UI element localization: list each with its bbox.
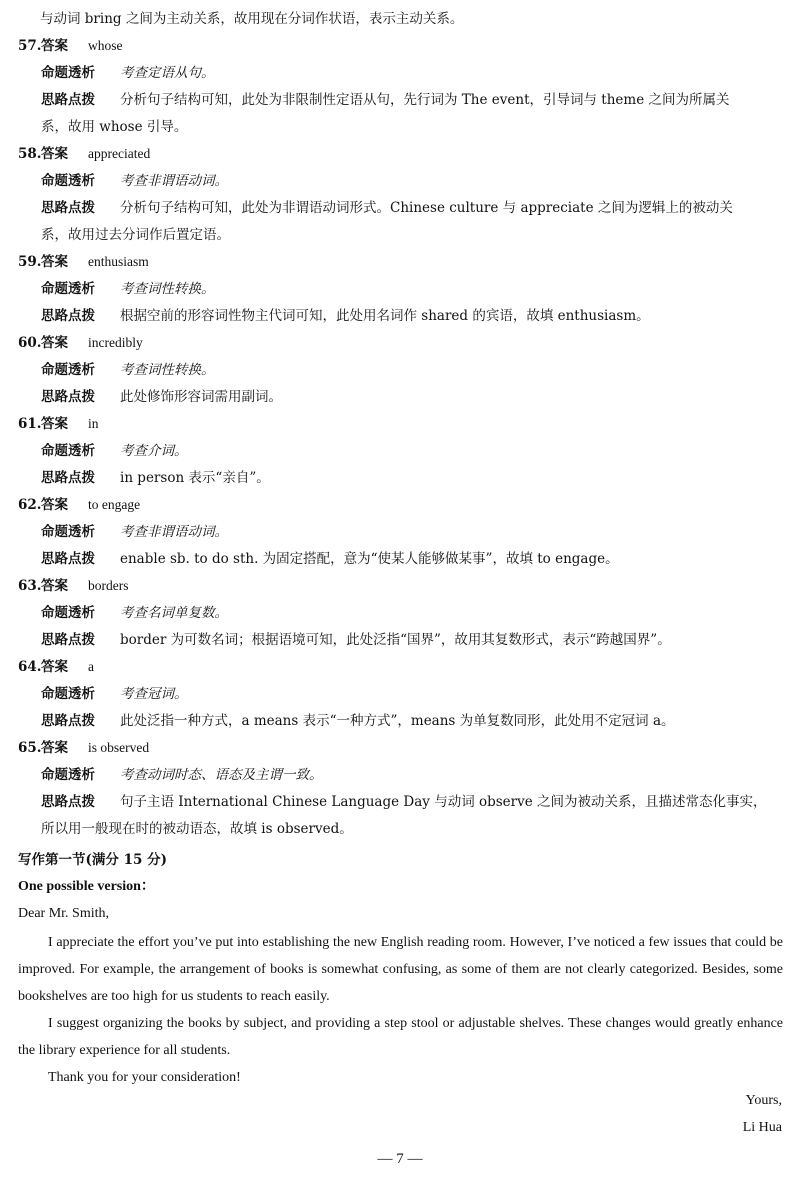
question-number: 57. [18,38,42,54]
hint-text: enable sb. to do sth. 为固定搭配，意为“使某人能够做某事”，故填 to engage。 [120,551,619,567]
answer-value: in [88,416,99,431]
analysis-label: 命题透析 [41,362,95,378]
analysis-label: 命题透析 [41,443,95,459]
analysis-text: 考查名词单复数。 [120,605,228,621]
analysis-text: 考查非谓语动词。 [120,524,228,540]
answer-label: 答案 [41,497,68,513]
question-number: 64. [18,659,42,675]
hint-text-continued: 系，故用过去分词作后置定语。 [41,227,230,243]
hint-label: 思路点拨 [41,713,95,729]
question-number: 61. [18,416,42,432]
hint-label: 思路点拨 [41,794,95,810]
analysis-label: 命题透析 [41,686,95,702]
question-number: 63. [18,578,42,594]
letter-signature: Li Hua [742,1120,782,1135]
answer-value: to engage [88,497,141,512]
analysis-text: 考查介词。 [120,443,188,459]
letter-closing: Yours, [745,1093,782,1108]
intro-text: 与动词 bring 之间为主动关系，故用现在分词作状语，表示主动关系。 [40,11,464,27]
letter-paragraph-1: I appreciate the effort you’ve put into establishing the new English reading room. However, I’ve noticed a few issues that could be improved. For example, the arrangement of books is somewhat confusing, as some of them are not clearly categorized. Besides, some bookshelves are too high for us students to reach easily. [18,935,783,1004]
answer-value: is observed [88,740,150,755]
answer-label: 答案 [41,416,68,432]
hint-label: 思路点拨 [41,551,95,567]
hint-text: 根据空前的形容词性物主代词可知，此处用名词作 shared 的宾语，故填 enthusiasm。 [120,308,650,324]
analysis-label: 命题透析 [41,281,95,297]
answer-value: a [88,659,94,674]
analysis-text: 考查冠词。 [120,686,188,702]
hint-label: 思路点拨 [41,92,95,108]
answer-label: 答案 [41,659,68,675]
hint-text: in person 表示“亲自”。 [120,470,270,486]
hint-text: 句子主语 International Chinese Language Day 与动词 observe 之间为被动关系，且描述常态化事实， [120,794,767,810]
answer-label: 答案 [41,254,68,270]
analysis-text: 考查定语从句。 [120,65,215,81]
hint-text: 此处修饰形容词需用副词。 [120,389,282,405]
hint-text-continued: 系，故用 whose 引导。 [41,119,188,135]
analysis-label: 命题透析 [41,605,95,621]
hint-label: 思路点拨 [41,389,95,405]
hint-text: border 为可数名词；根据语境可知，此处泛指“国界”，故用其复数形式，表示“跨越国界”。 [120,632,671,648]
answer-label: 答案 [41,146,68,162]
hint-text: 分析句子结构可知，此处为非限制性定语从句，先行词为 The event，引导词与 theme 之间为所属关 [120,92,730,108]
hint-label: 思路点拨 [41,470,95,486]
analysis-label: 命题透析 [41,767,95,783]
answer-label: 答案 [41,578,68,594]
answer-value: appreciated [88,146,151,161]
letter-paragraph-2: I suggest organizing the books by subject, and providing a step stool or adjustable shelves. These changes would greatly enhance the library experience for all students. [18,1016,783,1058]
answer-value: enthusiasm [88,254,149,269]
question-number: 58. [18,146,42,162]
hint-label: 思路点拨 [41,308,95,324]
analysis-text: 考查非谓语动词。 [120,173,228,189]
answer-label: 答案 [41,335,68,351]
page-number: — 7 — [377,1151,423,1167]
hint-label: 思路点拨 [41,632,95,648]
hint-text: 分析句子结构可知，此处为非谓语动词形式。Chinese culture 与 appreciate 之间为逻辑上的被动关 [120,200,733,216]
answer-value: borders [88,578,129,593]
answer-label: 答案 [41,740,68,756]
analysis-text: 考查词性转换。 [120,362,215,378]
letter-paragraph-3: Thank you for your consideration! [48,1070,241,1085]
answer-label: 答案 [41,38,68,54]
question-number: 62. [18,497,42,513]
hint-text-continued: 所以用一般现在时的被动语态，故填 is observed。 [41,821,353,837]
hint-text: 此处泛指一种方式，a means 表示“一种方式”，means 为单复数同形，此处用不定冠词 a。 [120,713,675,729]
analysis-label: 命题透析 [41,173,95,189]
question-number: 65. [18,740,42,756]
answer-value: whose [88,38,123,53]
analysis-label: 命题透析 [41,524,95,540]
question-number: 59. [18,254,42,270]
hint-label: 思路点拨 [41,200,95,216]
analysis-text: 考查动词时态、语态及主谓一致。 [120,767,323,783]
answer-key-page: 与动词 bring 之间为主动关系，故用现在分词作状语，表示主动关系。 57. 答案 whose 命题透析 考查定语从句。 思路点拨 分析句子结构可知，此处为非限制性定语从句，先行词为 The event，引导词与 theme 之间为所属关 系，故用 whose 引导。 58. 答案 appreciated 命题透析 考查非谓语动词。 思路点拨 分析句子结构可知，此处为非谓语动词形式。Chinese culture 与 appreciate 之间为逻辑上的被动关 系，故用过去分词作后置定语。 59. 答案 enthusiasm 命题透析 考查词性转换。 思路点拨 根据空前的形容词性物主代词可知，此处用名词作 shared 的宾语，故填 enthusiasm。 60. 答案 incredibly 命题透析 考查词性转换。 思路点拨 此处修饰形容词需用副词。 61. 答案 in 命题透析 考查介词。 思路点拨 in person 表示“亲自”。 62. 答案 to engage 命题透析 考查非谓语动词。 思路点拨 enable sb. to do sth. 为固定搭配，意为“使某人能够做某事”，故填 to engage。 63. 答案 borders 命题透析 考查名词单复数。 思路点拨 border 为可数名词；根据语境可知，此处泛指“国界”，故用其复数形式，表示“跨越国界”。 64. 答案 a 命题透析 考查冠词。 思路点拨 此处泛指一种方式，a means 表示“一种方式”，means 为单复数同形，此处用不定冠词 a。 65. 答案 is observed 命题透析 考查动词时态、语态及主谓一致。 思路点拨 句子主语 International Chinese Language Day 与动词 observe 之间为被动关系，且描述常态化事实， 所以用一般现在时的被动语态，故填 is observed。 写作第一节(满分 15 分) One possible version： Dear Mr. Smith, I appreciate the effort you’ve put into establishing the new English reading room. However, I’ve noticed a few issues that could be improved. For example, the arrangement of books is somewhat confusing, as some of them are not clearly categorized. Besides, some bookshelves are too high for us students to reach easily. I suggest organizing the books by subject, and providing a step stool or adjustable shelves. These changes would greatly enhance the library experience for all students. Thank you for your consideration! Yours, Li Hua — 7 — [0,0,800,1185]
analysis-text: 考查词性转换。 [120,281,215,297]
question-number: 60. [18,335,42,351]
answer-value: incredibly [88,335,143,350]
analysis-label: 命题透析 [41,65,95,81]
